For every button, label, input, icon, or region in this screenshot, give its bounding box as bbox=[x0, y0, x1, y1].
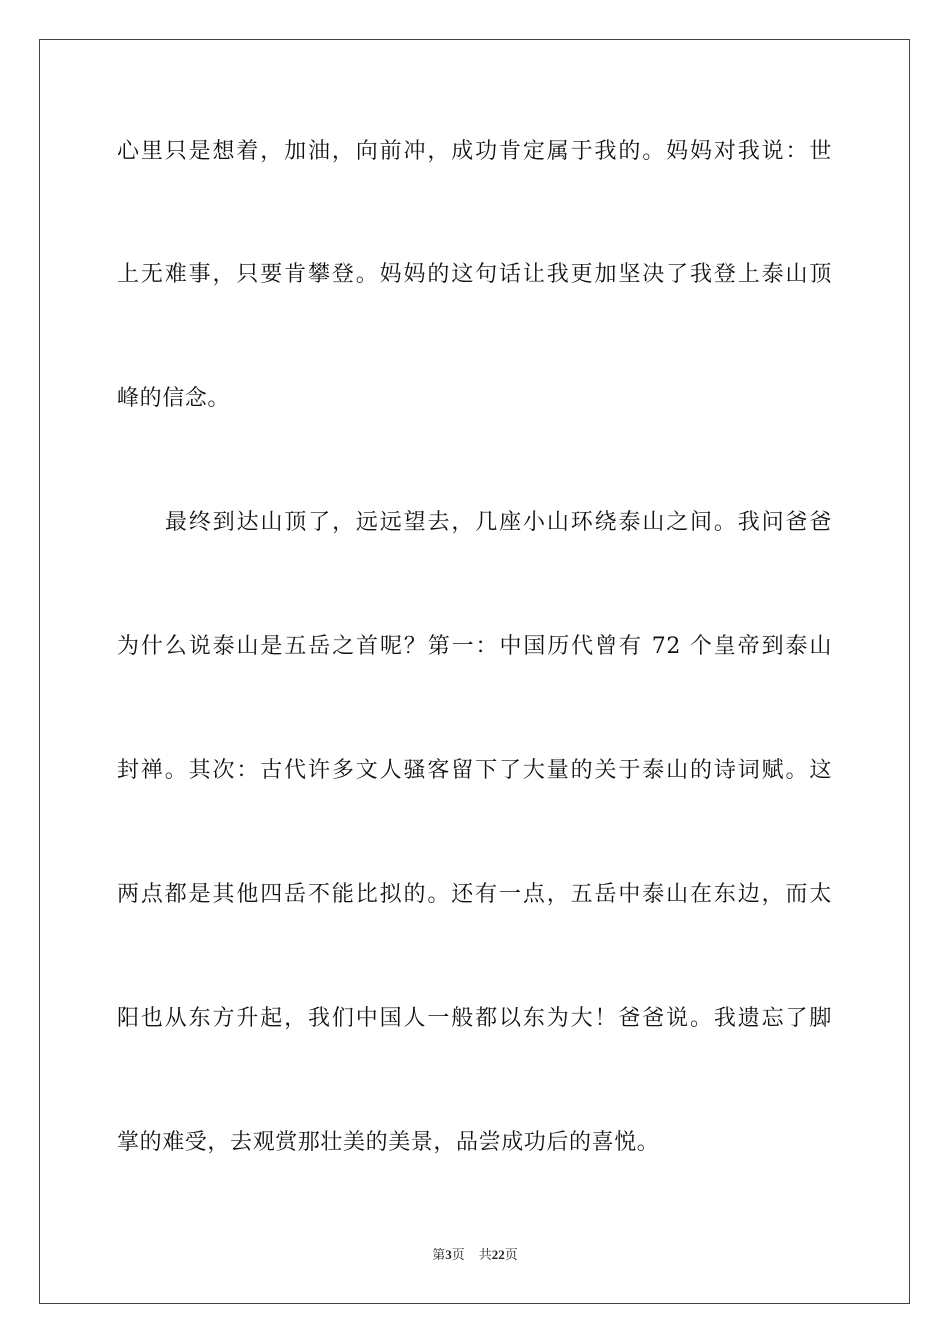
body-text-line: 两点都是其他四岳不能比拟的。还有一点，五岳中泰山在东边，而太 bbox=[117, 882, 832, 907]
page-total-suffix: 页 bbox=[504, 1247, 518, 1262]
page-number-suffix: 页 bbox=[451, 1247, 465, 1262]
paragraph-first-line: 最终到达山顶了，远远望去，几座小山环绕泰山之间。我问爸爸 bbox=[165, 510, 832, 535]
body-text-line: 上无难事，只要肯攀登。妈妈的这句话让我更加坚决了我登上泰山顶 bbox=[117, 262, 832, 287]
body-text-line: 心里只是想着，加油，向前冲，成功肯定属于我的。妈妈对我说：世 bbox=[117, 139, 832, 164]
page-total-prefix: 共 bbox=[478, 1247, 492, 1262]
body-text-line: 封禅。其次：古代许多文人骚客留下了大量的关于泰山的诗词赋。这 bbox=[117, 758, 832, 783]
body-text-line: 掌的难受，去观赏那壮美的美景，品尝成功后的喜悦。 bbox=[117, 1130, 660, 1155]
body-text-line: 阳也从东方升起，我们中国人一般都以东为大！爸爸说。我遗忘了脚 bbox=[117, 1006, 832, 1031]
body-text-line: 为什么说泰山是五岳之首呢？第一：中国历代曾有 72 个皇帝到泰山 bbox=[117, 634, 832, 659]
body-text-line: 峰的信念。 bbox=[117, 386, 231, 411]
page-footer bbox=[0, 1246, 950, 1264]
page-number-current: 3 bbox=[445, 1247, 452, 1262]
page-total-count: 22 bbox=[491, 1247, 505, 1262]
page-border bbox=[39, 39, 910, 1304]
page-number-prefix: 第 bbox=[432, 1247, 446, 1262]
